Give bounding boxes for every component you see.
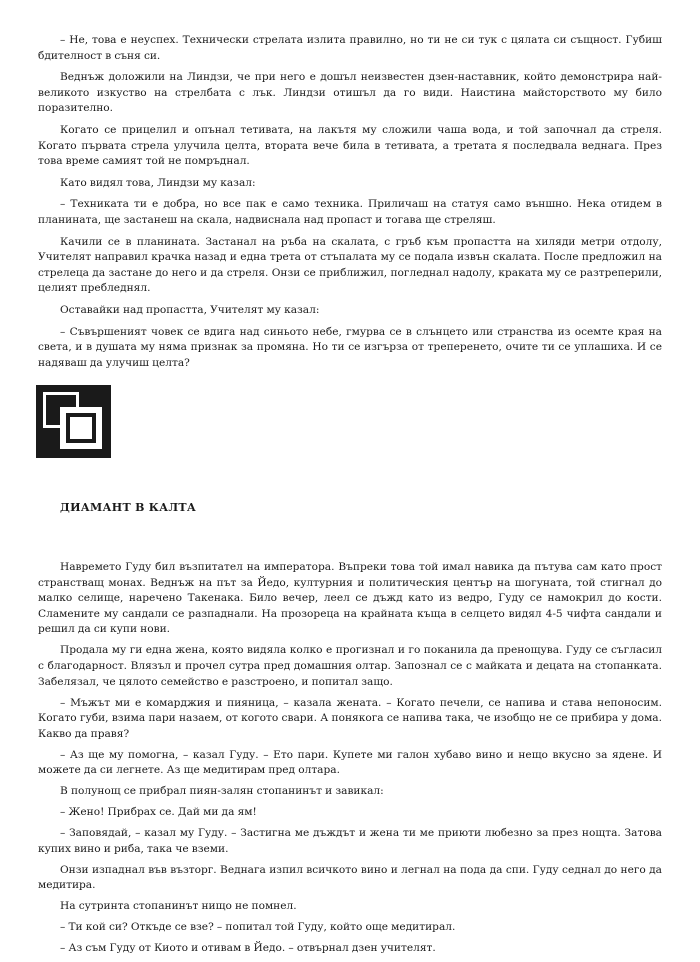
paragraph: – Не, това е неуспех. Технически стрелата излита правилно, но ти не си тук с цялата си същност. Губиш бдителност в съня си. (38, 34, 662, 62)
paragraph: – Съвършеният човек се вдига над синьото небе, гмурва се в слънцето или странства из осемте края на света, и в душата му няма признак за промяна. Но ти се изгърза от треперенето, очите ти се уплашиха. И се надяваш да улучиш целта? (38, 325, 662, 369)
square-ornament-icon (36, 385, 111, 458)
paragraph: – Аз ще му помогна, – казал Гуду. – Ето пари. Купете ми галон хубаво вино и нещо вкусно за ядене. И можете да си легнете. Аз ще медитирам пред олтара. (38, 748, 662, 777)
paragraph: Онзи изпаднал във възторг. Веднага изпил всичкото вино и легнал на пода да спи. Гуду седнал до него да медитира. (38, 863, 662, 892)
paragraph: Като видял това, Линдзи му казал: (60, 176, 256, 189)
story-section-archer (38, 33, 662, 377)
paragraph: – Мъжът ми е комарджия и пияница, – казала жената. – Когато печели, се напива и става непоносим. Когато губи, взима пари назаем, от когото свари. А понякога се напива така, че изобщо не се прибира у дома. Какво да правя? (38, 696, 662, 740)
paragraph: Веднъж доложили на Линдзи, че при него е дошъл неизвестен дзен-наставник, който демонстрира най-великото изкуство на стрелбата с лък. Линдзи отишъл да го види. Наистина майсторството му било поразително. (38, 71, 662, 115)
paragraph: Продала му ги една жена, която видяла колко е прогизнал и го поканила да пренощува. Гуду се съгласил с благодарност. Влязъл и прочел сутра пред домашния олтар. Запознал се с майката и децата на стопанката. Забелязал, че цялото семейство е разстроено, и попитал защо. (38, 644, 662, 688)
paragraph: Качили се в планината. Застанал на ръба на скалата, с гръб към пропастта на хиляди метри отдолу, Учителят направил крачка назад и една трета от стъпалата му се подала извън скалата. После предложил на стрелеца да застане до него и да стреля. Онзи се приближил, погледнал надолу, краката му се разтреперили, целият пребледнял. (38, 235, 662, 295)
paragraph: – Техниката ти е добра, но все пак е само техника. Приличаш на статуя само външно. Нека отидем в планината, ще застанеш на скала, надвиснала над пропаст и тогава ще стреляш. (38, 198, 662, 226)
paragraph: Навремето Гуду бил възпитател на императора. Въпреки това той имал навика да пътува сам като прост странстващ монах. Веднъж на път за Йедо, културния и политическия център на шогуната, той стигнал до малко селище, наречено Такенака. Било вечер, леел се дъжд като из ведро, Гуду се намокрил до кости. Сламените му сандали се разпаднали. На прозореца на крайната къща в селцето видял 4-5 чифта сандали и решил да си купи нови. (38, 561, 662, 636)
paragraph: – Аз съм Гуду от Киото и отивам в Йедо. – отвърнал дзен учителят. (60, 942, 436, 955)
paragraph: – Ти кой си? Откъде се взе? – попитал той Гуду, който още медитирал. (60, 921, 456, 934)
paragraph: – Заповядай, – казал му Гуду. – Застигна ме дъждът и жена ти ме приюти любезно за през нощта. Затова купих вино и риба, така че вземи. (38, 827, 662, 855)
paragraph: – Жено! Прибрах се. Дай ми да ям! (60, 806, 257, 819)
paragraph: Когато се прицелил и опънал тетивата, на лакътя му сложили чаша вода, и той започнал да стреля. Когато първата стрела улучила целта, втората вече била в тетивата, а третата я последвала веднага. През това време самият той не помръднал. (38, 123, 662, 168)
paragraph: На сутринта стопанинът нищо не помнел. (60, 900, 297, 913)
paragraph: Оставайки над пропастта, Учителят му казал: (60, 303, 320, 316)
paragraph: В полунощ се прибрал пиян-залян стопанинът и завикал: (60, 785, 384, 798)
story-section-diamond (38, 560, 662, 962)
chapter-title: ДИАМАНТ В КАЛТА (60, 501, 197, 514)
